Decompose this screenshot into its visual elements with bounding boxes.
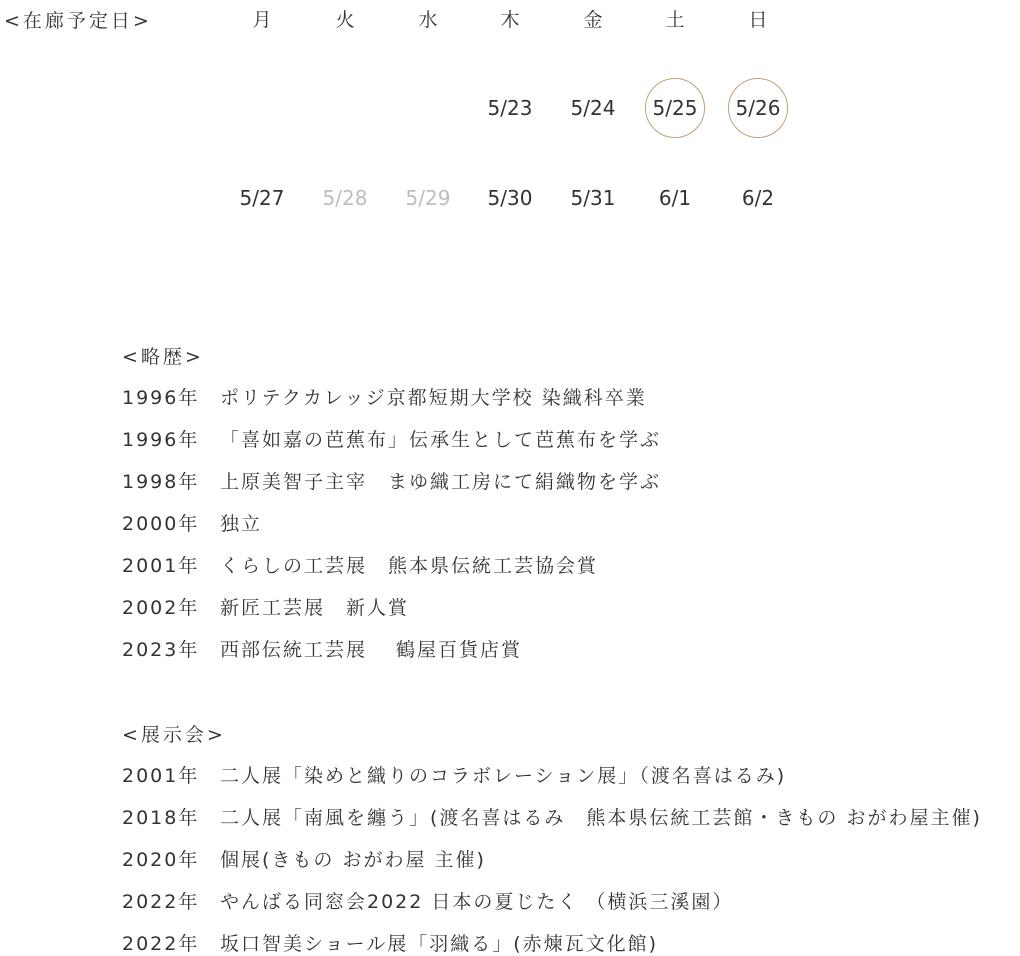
history-item bbox=[122, 508, 262, 536]
exhibitions-item bbox=[122, 844, 486, 872]
history-item bbox=[122, 466, 661, 494]
calendar-day: 5/31 bbox=[570, 186, 616, 210]
exhibitions-year: 2022年 bbox=[122, 932, 200, 955]
history-year: 2001年 bbox=[122, 554, 200, 577]
exhibitions-item bbox=[122, 760, 786, 788]
history-year: 2000年 bbox=[122, 512, 200, 535]
weekday-label: 月 bbox=[252, 8, 272, 31]
history-year: 1998年 bbox=[122, 470, 200, 493]
history-item bbox=[122, 634, 522, 662]
exhibitions-year: 2018年 bbox=[122, 806, 200, 829]
calendar-day-circled: 5/26 bbox=[728, 78, 788, 138]
calendar-day: 5/27 bbox=[239, 186, 285, 210]
exhibitions-item bbox=[122, 802, 982, 830]
weekday-label: 日 bbox=[748, 8, 768, 31]
history-text: ポリテクカレッジ京都短期大学校 染織科卒業 bbox=[220, 386, 647, 409]
exhibitions-year: 2020年 bbox=[122, 848, 200, 871]
history-text: 新匠工芸展 新人賞 bbox=[220, 596, 410, 619]
calendar-day: 5/23 bbox=[487, 96, 533, 120]
calendar-day: 5/24 bbox=[570, 96, 616, 120]
calendar-day-circled: 5/25 bbox=[645, 78, 705, 138]
history-title: <略歴> bbox=[122, 346, 204, 368]
schedule-title: <在廊予定日> bbox=[4, 10, 152, 32]
exhibitions-text: 個展(きもの おがわ屋 主催) bbox=[220, 848, 486, 871]
history-year: 1996年 bbox=[122, 386, 200, 409]
calendar-day: 6/1 bbox=[658, 186, 692, 210]
weekday-label: 木 bbox=[500, 8, 520, 31]
history-text: くらしの工芸展 熊本県伝統工芸協会賞 bbox=[220, 554, 599, 577]
history-item bbox=[122, 592, 409, 620]
history-text: 「喜如嘉の芭蕉布」伝承生として芭蕉布を学ぶ bbox=[220, 428, 662, 451]
calendar-day: 5/30 bbox=[487, 186, 533, 210]
history-year: 2023年 bbox=[122, 638, 200, 661]
history-year: 2002年 bbox=[122, 596, 200, 619]
exhibitions-year: 2022年 bbox=[122, 890, 200, 913]
weekday-label: 金 bbox=[583, 8, 603, 31]
history-item bbox=[122, 424, 661, 452]
history-text: 独立 bbox=[220, 512, 263, 535]
history-text: 上原美智子主宰 まゆ織工房にて絹織物を学ぶ bbox=[220, 470, 662, 493]
weekday-label: 土 bbox=[665, 8, 685, 31]
weekday-label: 水 bbox=[418, 8, 438, 31]
calendar-day: 6/2 bbox=[741, 186, 775, 210]
history-text: 西部伝統工芸展 鶴屋百貨店賞 bbox=[220, 638, 523, 661]
exhibitions-item bbox=[122, 928, 658, 956]
exhibitions-text: やんばる同窓会2022 日本の夏じたく （横浜三溪園） bbox=[220, 890, 734, 913]
history-year: 1996年 bbox=[122, 428, 200, 451]
exhibitions-title: <展示会> bbox=[122, 724, 226, 746]
exhibitions-text: 坂口智美ショール展「羽織る」(赤煉瓦文化館) bbox=[220, 932, 659, 955]
weekday-label: 火 bbox=[335, 8, 355, 31]
exhibitions-year: 2001年 bbox=[122, 764, 200, 787]
exhibitions-text: 二人展「染めと織りのコラボレーション展」（渡名喜はるみ) bbox=[220, 764, 787, 787]
exhibitions-text: 二人展「南風を纏う」(渡名喜はるみ 熊本県伝統工芸館・きもの おがわ屋主催) bbox=[220, 806, 982, 829]
calendar-day-closed: 5/28 bbox=[322, 186, 368, 210]
calendar-day-closed: 5/29 bbox=[405, 186, 451, 210]
history-item bbox=[122, 382, 647, 410]
exhibitions-item bbox=[122, 886, 733, 914]
history-item bbox=[122, 550, 598, 578]
